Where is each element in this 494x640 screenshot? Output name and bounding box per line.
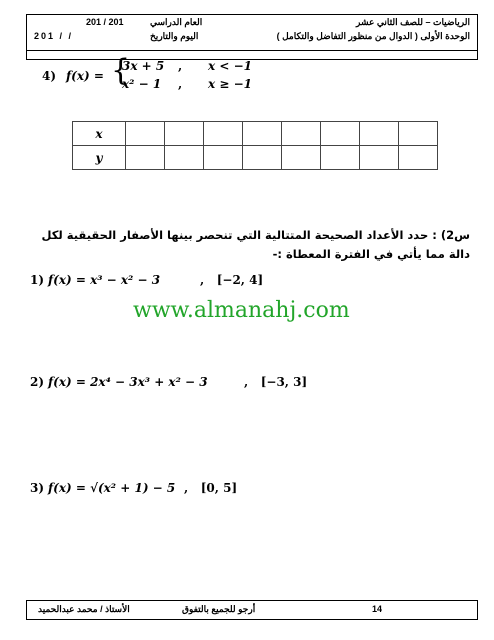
table-row-y	[73, 146, 438, 170]
q4-number: 4)	[42, 69, 57, 83]
watermark: www.almanahj.com	[133, 298, 350, 323]
header-divider	[26, 50, 478, 51]
table-row-x	[73, 122, 438, 146]
date-label: اليوم والتاريخ	[150, 31, 199, 41]
table-cell[interactable]	[321, 122, 360, 146]
table-cell[interactable]	[282, 122, 321, 146]
q4-piece1-sep: ,	[178, 59, 183, 73]
table-cell[interactable]	[399, 122, 438, 146]
table-cell[interactable]	[204, 122, 243, 146]
item-2-number: 2)	[30, 375, 45, 389]
item-1-number: 1)	[30, 273, 45, 287]
table-cell[interactable]	[243, 122, 282, 146]
q4-piece2-expr: x² − 1	[122, 77, 162, 91]
date-value: 201 / /	[34, 31, 74, 41]
subject-title: الرياضيات – للصف الثاني عشر	[356, 17, 470, 27]
unit-title: الوحدة الأولى ( الدوال من منظور التفاضل والتكامل )	[276, 31, 470, 41]
table-cell[interactable]	[204, 146, 243, 170]
item-3-expression: f(x) = √(x² + 1) − 5	[48, 481, 176, 495]
item-2-interval: , [−3, 3]	[244, 375, 308, 389]
table-cell[interactable]	[126, 122, 165, 146]
table-cell[interactable]	[243, 146, 282, 170]
q4-piece2-sep: ,	[178, 77, 183, 91]
item-2-expression: f(x) = 2x⁴ − 3x³ + x² − 3	[48, 375, 208, 389]
table-cell[interactable]	[282, 146, 321, 170]
table-cell[interactable]	[399, 146, 438, 170]
table-cell[interactable]	[321, 146, 360, 170]
page-number: 14	[372, 604, 383, 614]
question-2-text: س2) : حدد الأعداد الصحيحة المتتالية التي تنحصر بينها الأصفار الحقيقية لكل دالة مما يأتي في الفترة المعطاة :-	[41, 228, 470, 261]
table-cell[interactable]	[360, 122, 399, 146]
q4-piece2-cond: x ≥ −1	[208, 77, 252, 91]
value-table	[72, 121, 438, 170]
item-1-expression: f(x) = x³ − x² − 3	[48, 273, 161, 287]
q4-lhs: f(x) =	[66, 69, 104, 83]
year-value: 201 / 201	[86, 17, 124, 27]
footer-wish: أرجو للجميع بالتفوق	[182, 604, 256, 614]
table-cell[interactable]	[126, 146, 165, 170]
item-3-number: 3)	[30, 481, 45, 495]
item-1-interval: , [−2, 4]	[200, 273, 264, 287]
table-cell[interactable]	[165, 146, 204, 170]
row-label-x: x	[73, 122, 126, 146]
footer-teacher: الأستاذ / محمد عبدالحميد	[38, 604, 130, 614]
table-cell[interactable]	[165, 122, 204, 146]
q4-piece1-expr: 3x + 5	[122, 59, 165, 73]
table-cell[interactable]	[360, 146, 399, 170]
year-label: العام الدراسي	[150, 17, 203, 27]
piecewise-brace: {	[111, 53, 131, 88]
row-label-y: y	[73, 146, 126, 170]
q4-piece1-cond: x < −1	[208, 59, 252, 73]
item-3-interval: , [0, 5]	[184, 481, 238, 495]
